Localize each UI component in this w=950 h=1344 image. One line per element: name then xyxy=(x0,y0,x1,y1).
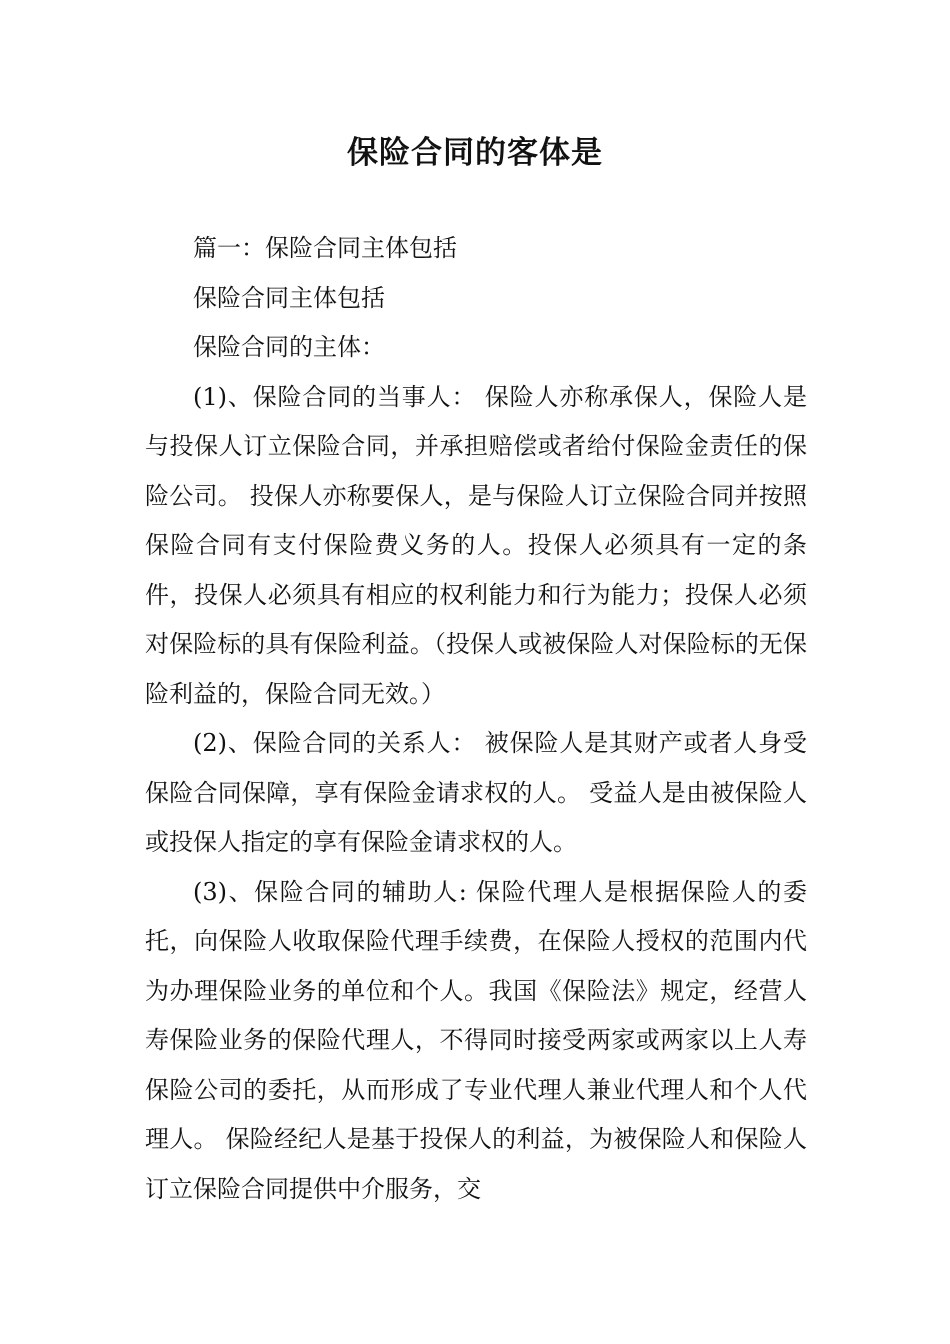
paragraph-auxiliaries: (3)、保险合同的辅助人: 保险代理人是根据保险人的委托，向保险人收取保险代理手续费，在保险人授权的范围内代为办理保险业务的单位和个人。我国《保险法》规定，经营人寿保险业务的保险代理人，不得同时接受两家或两家以上人寿保险公司的委托，从而形成了专业代理人兼业代理人和个人代理人。 保险经纪人是基于投保人的利益，为被保险人和保险人订立保险合同提供中介服务，交 xyxy=(145,877,807,1203)
paragraph-parties: (1)、保险合同的当事人： 保险人亦称承保人，保险人是与投保人订立保险合同，并承担赔偿或者给付保险金责任的保险公司。 投保人亦称要保人，是与保险人订立保险合同并按照保险合同有支付保险费义务的人。投保人必须具有一定的条件，投保人必须具有相应的权利能力和行为能力；投保人必须对保险标的具有保险利益。（投保人或被保险人对保险标的无保险利益的，保险合同无效。） xyxy=(145,382,807,708)
subheading: 保险合同主体包括 xyxy=(193,283,385,312)
document-body xyxy=(145,224,807,1214)
section-heading: 篇一：保险合同主体包括 xyxy=(193,234,457,262)
paragraph-related-persons: (2)、保险合同的关系人： 被保险人是其财产或者人身受保险合同保障，享有保险金请求权的人。 受益人是由被保险人或投保人指定的享有保险金请求权的人。 xyxy=(145,729,807,856)
subheading-subject: 保险合同的主体： xyxy=(193,333,385,361)
page-title: 保险合同的客体是 xyxy=(347,135,603,171)
